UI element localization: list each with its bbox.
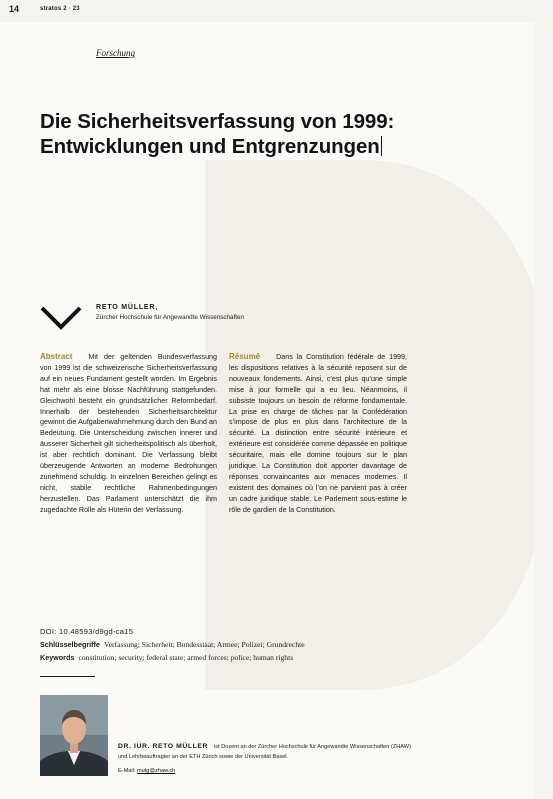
title-line-1: Die Sicherheitsverfassung von 1999: bbox=[40, 110, 395, 133]
chevron-down-icon bbox=[40, 305, 82, 331]
author-name: RETO MÜLLER, bbox=[96, 304, 158, 311]
bio-text: ist Dozent an der Zürcher Hochschule für Angewandte Wissenschaften (ZHAW) und Lehrbeauftragter an der ETH Zürich sowie der Universität Basel. bbox=[118, 744, 411, 760]
resume-block bbox=[229, 352, 407, 516]
publication-label: stratos 2 · 23 bbox=[40, 6, 80, 12]
abstract-block bbox=[40, 352, 217, 516]
section-label: Forschung bbox=[96, 48, 135, 58]
resume-label: Résumé bbox=[229, 352, 261, 361]
divider bbox=[40, 676, 95, 677]
article-title bbox=[40, 109, 510, 159]
resume-text: Dans la Constitution fédérale de 1999, les dispositions relatives à la sécurité reposent sur de nouveaux fondements. Ainsi, c’est plus qu’une simple mise à jour formelle qui a eu lieu. Néanmoins, il subsiste toujours un besoin de réforme fondamentale. La prise en charge de tâches par la Confédération s’impose de plus en plus dans l’architecture de la sécurité. La distinction entre sécurité intérieure et extérieure est considérée comme dépassée en politique sécuritaire, mais elle domine toujours sur le plan juridique. La Constitution doit apporter davantage de réponses convaincantes aux menaces modernes. Il existent des domaines où l’on ne parvient pas à créer un cadre juridique stable. Le Parlement sous-estime le rôle de gardien de la Constitution. bbox=[229, 353, 407, 514]
title-line-2: Entwicklungen und Entgrenzungen bbox=[40, 135, 380, 158]
keywords-de-value: Verfassung; Sicherheit; Bundesstaat; Armee; Polizei; Grundrechte bbox=[104, 640, 305, 649]
bio-name: DR. IUR. RETO MÜLLER bbox=[118, 743, 209, 750]
keywords-en-label: Keywords bbox=[40, 653, 75, 662]
page-number: 14 bbox=[9, 4, 20, 14]
keywords-en bbox=[40, 653, 293, 662]
abstract-label: Abstract bbox=[40, 352, 73, 361]
author-photo bbox=[40, 695, 108, 776]
email-link[interactable]: mutg@zhaw.ch bbox=[136, 768, 176, 774]
author-email bbox=[118, 768, 175, 774]
keywords-de bbox=[40, 640, 305, 649]
abstract-text: Mit der geltenden Bundesverfassung von 1999 ist die schweizerische Sicherheitsverfassung auf ein neues Fundament gestellt worden. Im Ergebnis hat mehr als eine blosse Nachführung stattgefunden. Gleichwohl besteht ein grundsätzlicher Reformbedarf. Innerhalb der bestehenden Sicherheitsarchitektur gewinnt die Aufgabenwahrnehmung durch den Bund an Bedeutung. Die Unterscheidung zwischen innerer und äusserer Sicherheit gilt sicherheitspolitisch als überholt, ist aber rechtlich dominant. Die Verfassung bleibt überzeugende Antworten an moderne Bedrohungen zunehmend schuldig. In einzelnen Bereichen gelingt es nicht, stabile rechtliche Rahmenbedingungen herzustellen. Das Parlament unterschätzt die ihm zugedachte Rolle als Hüterin der Verfassung. bbox=[40, 353, 217, 514]
keywords-de-label: Schlüsselbegriffe bbox=[40, 640, 100, 649]
doi[interactable]: DOI: 10.48593/d9gd-ca15 bbox=[40, 627, 134, 636]
keywords-en-value: constitution; security; federal state; armed forces; police; human rights bbox=[78, 653, 294, 662]
email-label: E-Mail: bbox=[118, 768, 136, 774]
author-bio bbox=[118, 742, 418, 763]
text-cursor bbox=[381, 136, 382, 156]
margin-strip bbox=[534, 22, 553, 799]
author-affiliation: Zürcher Hochschule für Angewandte Wissenschaften bbox=[96, 314, 245, 321]
